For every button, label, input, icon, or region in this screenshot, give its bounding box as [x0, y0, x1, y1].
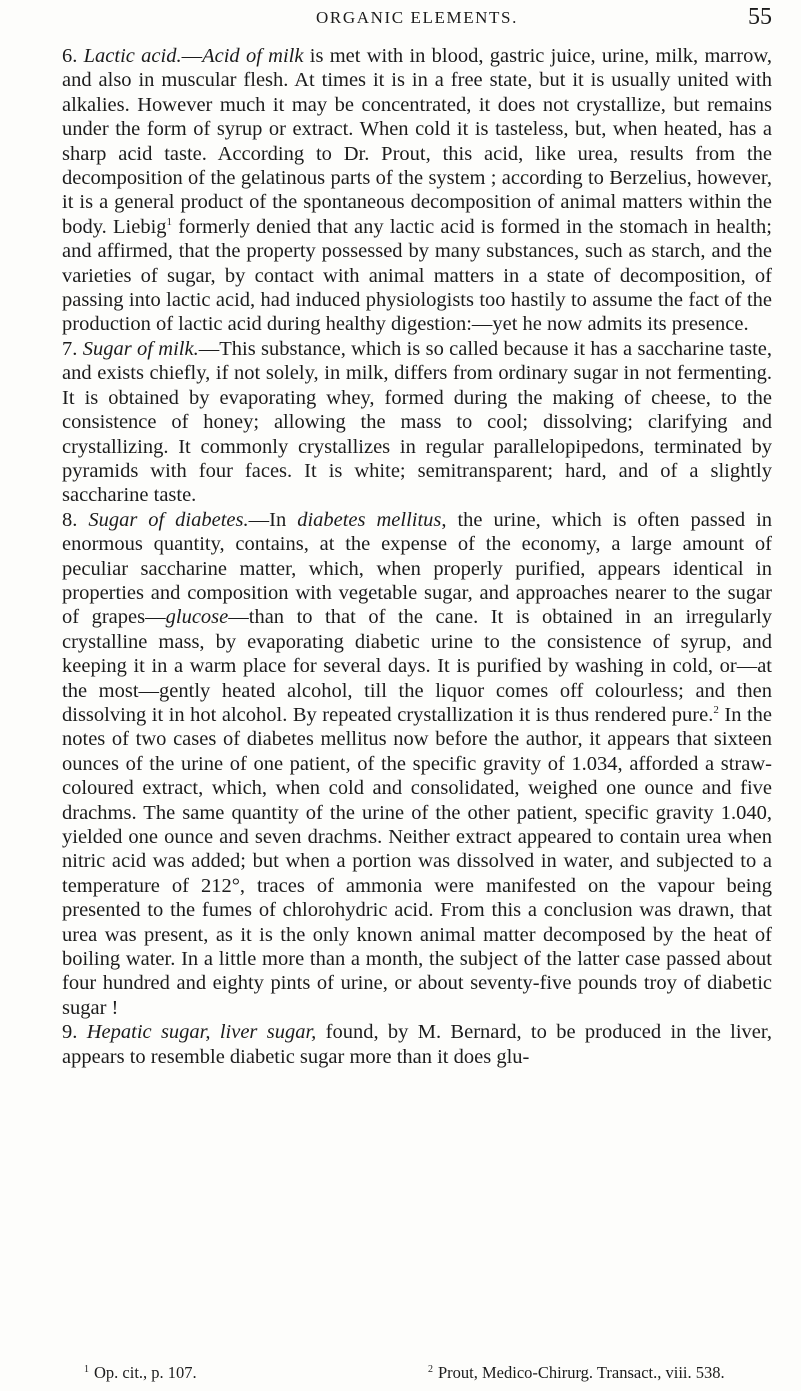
- paragraph-lactic-acid: [62, 44, 772, 337]
- running-head: [62, 4, 772, 34]
- footnote-reference[interactable]: 2: [713, 703, 719, 716]
- paragraph-title: Lactic acid.: [83, 45, 182, 67]
- paragraph-subtitle: Acid of milk: [202, 45, 304, 67]
- paragraph-text: , the urine, which is often passed in enormous quantity, contains, at the expense of the economy, a large amount of peculiar saccharine matter, which, when properly purified, appears identical in properties and composition with vegetable sugar, and approaches nearer to the sugar of grapes—: [62, 508, 773, 629]
- italic-term: glucose: [165, 606, 229, 629]
- paragraph-text: is met with in blood, gastric juice, urine, milk, marrow, and also in muscular flesh. At times it is in a free state, but it is usually united with alkalies. However much it may be concentrated, it does not crystallize, but remains under the form of syrup or extract. When cold it is tasteless, but, when heated, has a sharp acid taste. According to Dr. Prout, this acid, like urea, results from the decomposition of the gelatinous parts of the system ; according to Berzelius, however, it is a general product of the spontaneous decomposition of animal matters within the body. Liebig: [62, 45, 772, 238]
- paragraph-sugar-of-diabetes: [62, 508, 772, 1021]
- footnote-text: Prout, Medico-Chirurg. Transact., viii. 538.: [438, 1363, 725, 1382]
- paragraph-sugar-of-milk: [62, 337, 772, 508]
- paragraph-title: Sugar of milk.: [82, 337, 199, 360]
- paragraph-text: —This substance, which is so called because it has a saccharine taste, and exists chiefly, if not solely, in milk, differs from ordinary sugar in not fermenting. It is obtained by evaporating whey, formed during the making of cheese, to the consistence of honey; allowing the mass to cool; dissolving; clarifying and crystallizing. It commonly crystallizes in regular parallelopipedons, terminated by pyramids with four faces. It is white; semitransparent; hard, and of a slightly saccharine taste.: [62, 337, 772, 507]
- paragraph-number: 9.: [62, 1021, 78, 1044]
- paragraph-text: —In: [248, 508, 298, 531]
- title-separator: —: [181, 45, 203, 67]
- paragraph-text: In the notes of two cases of diabetes mellitus now before the author, it appears that sixteen ounces of the urine of one patient, of the specific gravity of 1.034, afforded a straw-coloured extract, which, when cold and consolidated, weighed one ounce and five drachms. The same quantity of the urine of the other patient, specific gravity 1.040, yielded one ounce and seven drachms. Neither extract appeared to contain urea when nitric acid was added; but when a portion was dissolved in water, and subjected to a temperature of 212°, traces of ammonia were manifested on the vapour being presented to the fumes of chlorohydric acid. From this a conclusion was drawn, that urea was present, as it is the only known animal matter decomposed by the heat of boiling water. In a little more than a month, the subject of the latter case passed about four hundred and eighty pints of urine, or about seventy-five pounds troy of diabetic sugar !: [62, 703, 772, 1019]
- footnote-1: [84, 1360, 197, 1383]
- footnote-mark: 1: [84, 1364, 89, 1375]
- footnote-2: [428, 1360, 725, 1383]
- paragraph-number: 8.: [62, 508, 78, 531]
- paragraph-text: found, by M. Bernard, to be produced in the liver, appears to resemble diabetic sugar more than it does glu-: [62, 1021, 773, 1068]
- paragraph-text: formerly denied that any lactic acid is formed in the stomach in health; and affirmed, that the property possessed by many substances, such as starch, and the varieties of sugar, by contact with animal matters in a state of decomposition, of passing into lactic acid, had induced physiologists too hastily to assume the fact of the production of lactic acid during healthy digestion:—yet he now admits its presence.: [62, 215, 772, 336]
- paragraph-title: Sugar of diabetes.: [88, 508, 249, 531]
- paragraph-hepatic-sugar: [62, 1020, 772, 1069]
- body-text: [62, 44, 772, 1069]
- paragraph-number: 7.: [62, 337, 78, 360]
- footnote-mark: 2: [428, 1364, 433, 1375]
- paragraph-number: 6.: [62, 45, 78, 67]
- footnote-text: Op. cit., p. 107.: [94, 1363, 197, 1382]
- running-title: ORGANIC ELEMENTS.: [316, 8, 518, 27]
- paragraph-text: —than to that of the cane. It is obtained in an irregularly crystalline mass, by evaporating diabetic urine to the consistence of syrup, and keeping it in a warm place for several days. It is purified by washing in cold, or—at the most—gently heated alcohol, till the liquor comes off colourless; and then dissolving it in hot alcohol. By repeated crystallization it is thus rendered pure.: [62, 606, 772, 726]
- italic-term: diabetes mellitus: [297, 508, 442, 531]
- page-number: 55: [748, 4, 772, 30]
- footnote-reference[interactable]: 1: [166, 215, 173, 228]
- paragraph-title: Hepatic sugar, liver sugar,: [86, 1021, 317, 1044]
